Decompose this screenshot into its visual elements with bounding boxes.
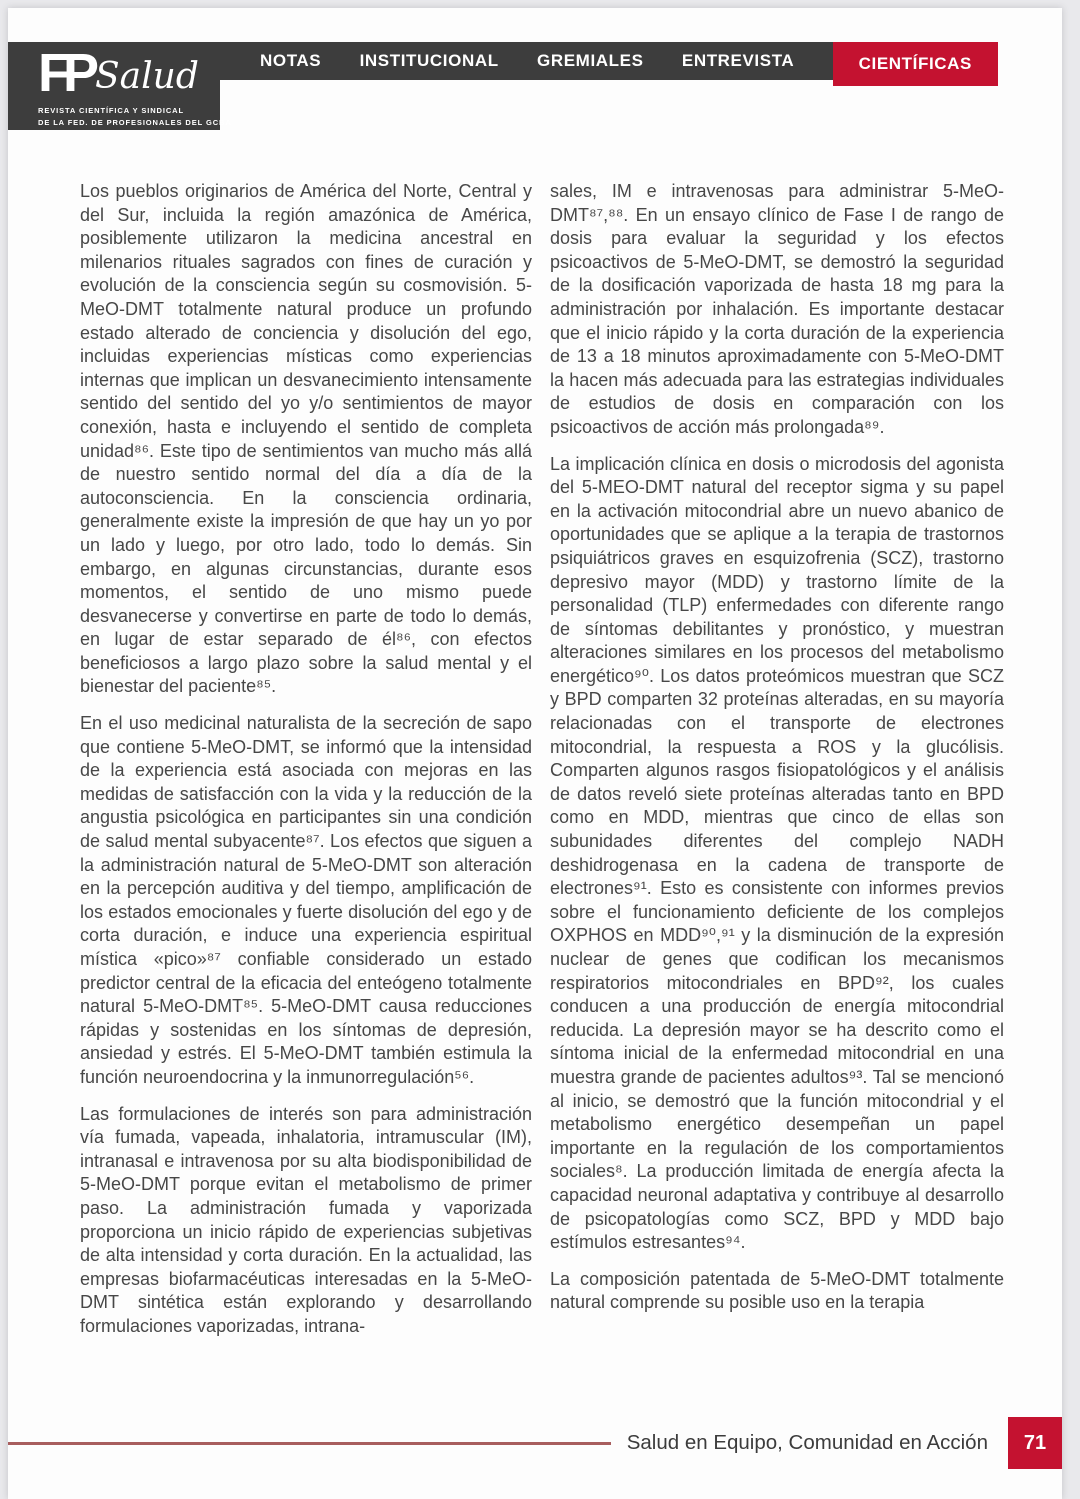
paragraph-patented-composition: La composición patentada de 5-MeO-DMT totalmente natural comprende su posible uso en la terapia — [550, 1268, 1004, 1313]
magazine-logo — [8, 42, 232, 130]
article-column-right — [550, 180, 1004, 1352]
paragraph-formulations: Las formulaciones de interés son para administración vía fumada, vapeada, inhalatoria, intramuscular (IM), intranasal e intravenosa por su alta biodisponibilidad de 5-MeO-DMT porque evitan el metabolismo de primer paso. La administración fumada y vaporizada proporciona un inicio rápido de experiencias subjetivas de alta intensidad y corta duración. En la actualidad, las empresas biofarmacéuticas interesadas en la 5-MeO-DMT sintética están explorando y desarrollando formulaciones vaporizadas, intrana- — [80, 1103, 532, 1336]
page-number-badge: 71 — [1008, 1417, 1062, 1469]
footer-divider-line — [8, 1442, 611, 1445]
logo-salud-script: Salud — [95, 56, 199, 97]
footer-slogan: Salud en Equipo, Comunidad en Acción — [626, 1431, 988, 1454]
logo-wordmark — [38, 43, 220, 103]
logo-fp-initials: FP — [38, 43, 92, 103]
nav-tab-institucional[interactable]: INSTITUCIONAL — [359, 51, 499, 70]
nav-tab-entrevista[interactable]: ENTREVISTA — [681, 51, 795, 70]
logo-tagline-line2: DE LA FED. DE PROFESIONALES DEL GCBA — [38, 118, 232, 127]
page-footer — [8, 1417, 1062, 1469]
nav-tab-cientificas-active[interactable]: CIENTÍFICAS — [833, 42, 998, 86]
nav-tab-notas[interactable]: NOTAS — [260, 51, 322, 70]
paragraph-medicinal-use: En el uso medicinal naturalista de la secreción de sapo que contiene 5-MeO-DMT, se informó que la intensidad de la experiencia está asociada con mejoras en las medidas de satisfacción con la vida y la reducción de la angustia psicológica en participantes sin una condición de salud mental subyacente⁸⁷. Los efectos que siguen a la administración natural de 5-MeO-DMT son alteración en la percepción auditiva y del tiempo, amplificación de los estados emocionales y fuerte disolución del ego y de corta duración, e induce una experiencia espiritual mística «pico»⁸⁷ confiable considerado un estado predictor central de la eficacia del enteógeno totalmente natural 5-MeO-DMT⁸⁵. 5-MeO-DMT causa reducciones rápidas y sostenidas en los síntomas de depresión, ansiedad y estrés. El 5-MeO-DMT también estimula la función neuroendocrina y la inmunorregulación⁵⁶. — [80, 713, 532, 1087]
article-column-left — [80, 180, 532, 1352]
paragraph-clinical-trial: sales, IM e intravenosas para administrar 5-MeO-DMT⁸⁷,⁸⁸. En un ensayo clínico de Fase I de rango de dosis para evaluar la seguridad y los efectos psicoactivos de 5-MeO-DMT, se demostró la seguridad de la dosificación vaporizada de hasta 18 mg para la administración por inhalación. Es importante destacar que el inicio rápido y la corta duración de la experiencia de 13 a 18 minutos aproximadamente con 5-MeO-DMT la hacen más adecuada para las estrategias individuales de estudios de dosis en comparación con los psicoactivos de acción más prolongada⁸⁹. — [550, 181, 1004, 437]
magazine-page — [8, 8, 1062, 1499]
nav-tab-gremiales[interactable]: GREMIALES — [537, 51, 644, 70]
paragraph-clinical-implication: La implicación clínica en dosis o microdosis del agonista del 5-MEO-DMT natural del receptor sigma y su papel en la activación mitocondrial abre un nuevo abanico de oportunidades que se aplique a la terapia de trastornos psiquiátricos graves en esquizofrenia (SCZ), trastorno depresivo mayor (MDD) y trastorno límite de la personalidad (TLP) enfermedades con diferente rango de síntomas debilitantes y pronóstico, y muestran alteraciones similares en los procesos del metabolismo energético⁹⁰. Los datos proteómicos muestran que SCZ y BPD comparten 32 proteínas alteradas, en su mayoría relacionadas con el transporte de electrones mitocondrial, la respuesta a ROS y la glucólisis. Comparten algunos rasgos fisiopatológicos y el análisis de datos reveló siete proteínas alteradas tanto en BPD como en MDD, mientras que cinco de ellas son subunidades diferentes del complejo NADH deshidrogenasa en la cadena de transporte de electrones⁹¹. Esto es consistente con informes previos sobre el funcionamiento deficiente de los complejos OXPHOS en MDD⁹⁰,⁹¹ y la disminución de la expresión nuclear de genes que codifican los mecanismos respiratorios mitocondriales en BPD⁹², los cuales conducen a una producción de energía mitocondrial reducida. La depresión mayor se ha descrito como el síntoma inicial de la enfermedad mitocondrial en una muestra grande de pacientes adultos⁹³. Tal se mencionó al inicio, se demostró que la función mitocondrial y el metabolismo energético desempeñan un papel importante en la regulación de los comportamientos sociales⁸. La producción limitada de energía afecta la capacidad neuronal adaptativa y contribuye al desarrollo de psicopatologías como SCZ, BPD y MDD bajo estímulos estresantes⁹⁴. — [550, 453, 1004, 1253]
logo-tagline-line1: REVISTA CIENTÍFICA Y SINDICAL — [38, 106, 184, 115]
article-body — [80, 180, 1004, 1352]
paragraph-origins: Los pueblos originarios de América del Norte, Central y del Sur, incluida la región amazónica de América, posiblemente utilizaron la medicina ancestral en milenarios rituales sagrados con fines de curación y evolución de la consciencia según su cosmovisión. 5-MeO-DMT totalmente natural produce un profundo estado alterado de conciencia y disolución del ego, incluidas experiencias místicas como experiencias internas que implican un desvanecimiento intensamente sentido del sentido del yo y/o sentimientos de mayor conexión, hasta e incluyendo el sentido de completa unidad⁸⁶. Este tipo de sentimientos van mucho más allá de nuestro sentido normal del día a día de la autoconsciencia. En la consciencia ordinaria, generalmente existe la impresión de que hay un yo por un lado y luego, por otro lado, todo lo demás. Sin embargo, en algunas circunstancias, durante esos momentos, el sentido de uno mismo puede desvanecerse y convertirse en parte de todo lo demás, en lugar de estar separado de él⁸⁶, con efectos beneficiosos a largo plazo sobre la salud mental y el bienestar del paciente⁸⁵. — [80, 181, 532, 697]
